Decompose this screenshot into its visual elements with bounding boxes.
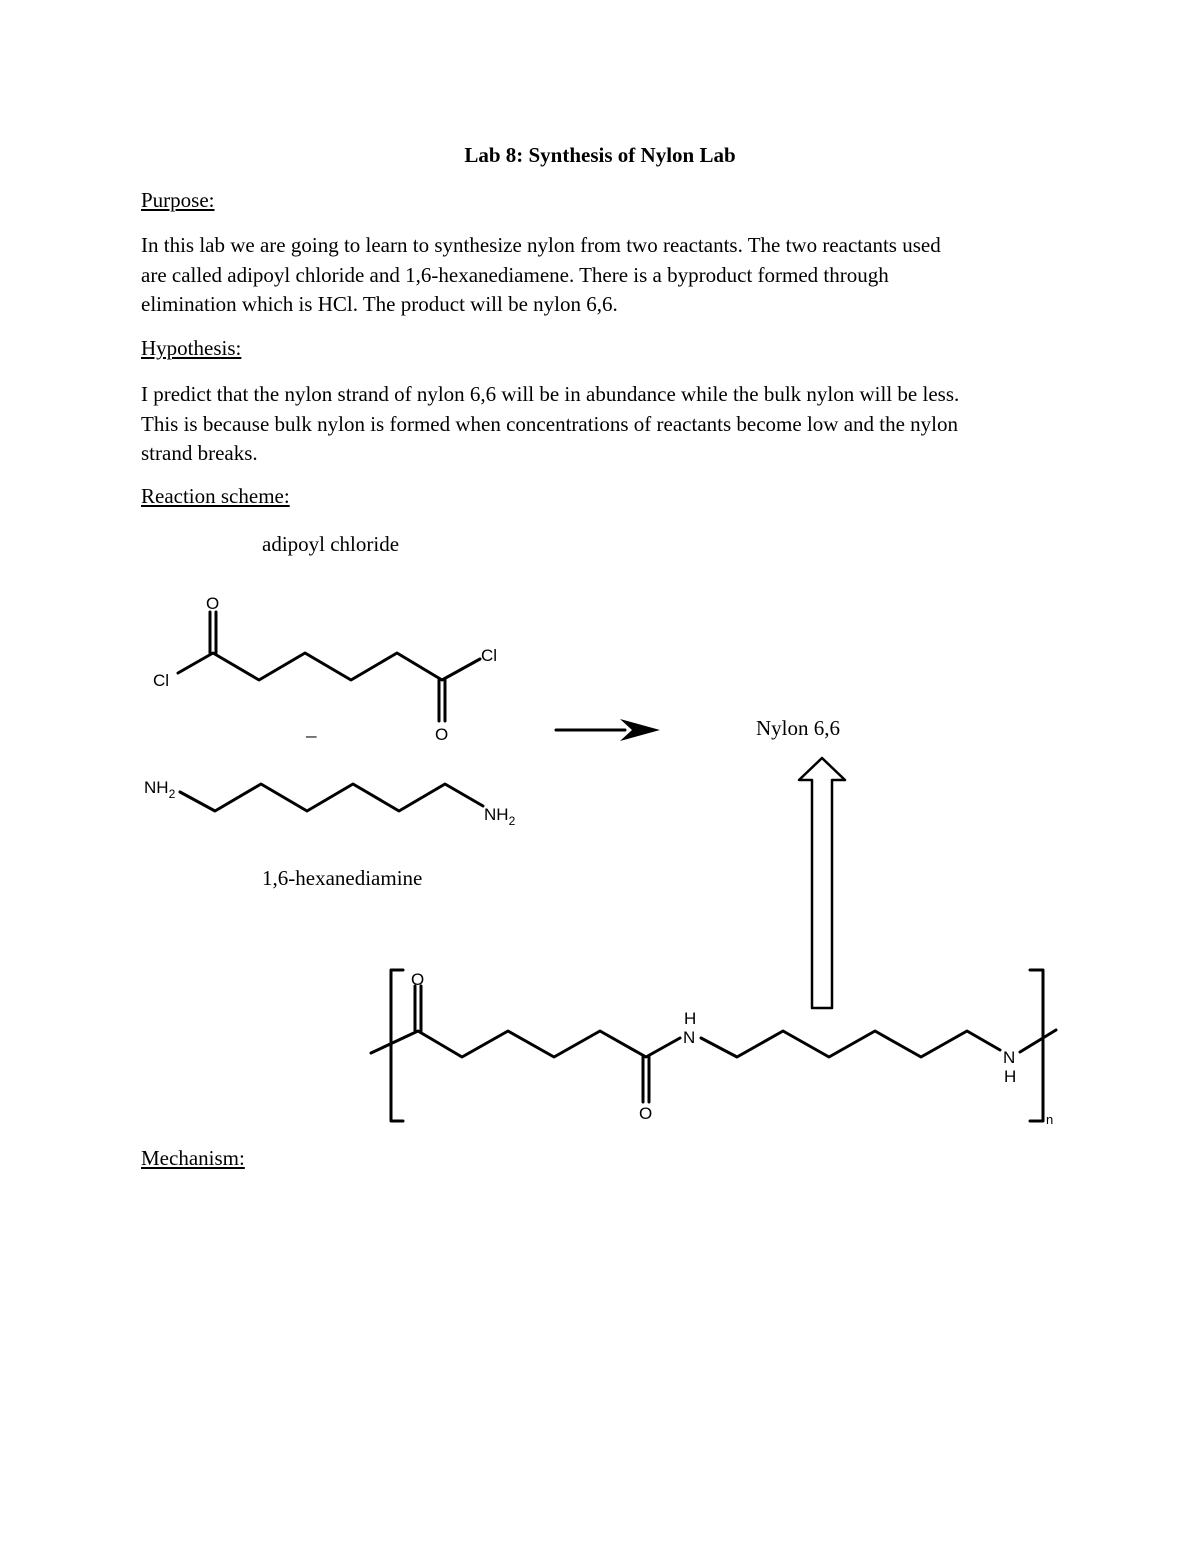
nylon-diamine-chain xyxy=(701,1031,1000,1057)
left-bracket xyxy=(391,970,403,1121)
reactant-2-name: 1,6-hexanediamine xyxy=(262,866,423,890)
atom-label-amine: $NH_2$ xyxy=(144,778,176,801)
nylon-terminal-bond xyxy=(1020,1030,1056,1052)
hollow-up-arrow xyxy=(799,758,845,1008)
repeat-unit-subscript: n xyxy=(1046,1112,1054,1127)
atom-label-chlorine: Cl xyxy=(153,671,170,690)
product-name: Nylon 6,6 xyxy=(756,716,840,740)
atom-label-hydrogen: H xyxy=(684,1009,697,1028)
purpose-line: are called adipoyl chloride and 1,6-hexanediamene. There is a byproduct formed through xyxy=(141,262,889,287)
mechanism-heading: Mechanism: xyxy=(141,1146,245,1170)
atom-label-hydrogen: H xyxy=(1004,1067,1017,1086)
reaction-scheme-heading: Reaction scheme: xyxy=(141,484,290,508)
purpose-line: elimination which is HCl. The product will be nylon 6,6. xyxy=(141,292,618,316)
purpose-heading: Purpose: xyxy=(141,188,215,212)
hypothesis-line: This is because bulk nylon is formed when concentrations of reactants become low and the nylon xyxy=(141,411,959,436)
atom-label-oxygen: O xyxy=(435,725,449,744)
plus-sign: – xyxy=(306,723,317,747)
atom-label-chlorine: Cl xyxy=(481,646,498,665)
hexanediamine-chain xyxy=(180,784,483,811)
adipoyl-chloride-chain xyxy=(178,653,480,680)
atom-label-nitrogen: N xyxy=(1003,1048,1016,1067)
hypothesis-heading: Hypothesis: xyxy=(141,336,242,360)
reactant-1-name: adipoyl chloride xyxy=(262,532,400,556)
hypothesis-line: strand breaks. xyxy=(141,441,258,465)
nylon-backbone xyxy=(371,1031,680,1057)
atom-label-oxygen: O xyxy=(206,594,220,613)
atom-label-oxygen: O xyxy=(411,970,425,989)
atom-label-oxygen: O xyxy=(639,1104,653,1123)
document-title: Lab 8: Synthesis of Nylon Lab xyxy=(464,143,736,167)
purpose-line: In this lab we are going to learn to synthesize nylon from two reactants. The two reactants used xyxy=(141,233,941,257)
hypothesis-line: I predict that the nylon strand of nylon 6,6 will be in abundance while the bulk nylon will be less. xyxy=(141,382,960,406)
atom-label-nitrogen: N xyxy=(683,1028,696,1047)
atom-label-amine: $NH_2$ xyxy=(484,805,516,828)
